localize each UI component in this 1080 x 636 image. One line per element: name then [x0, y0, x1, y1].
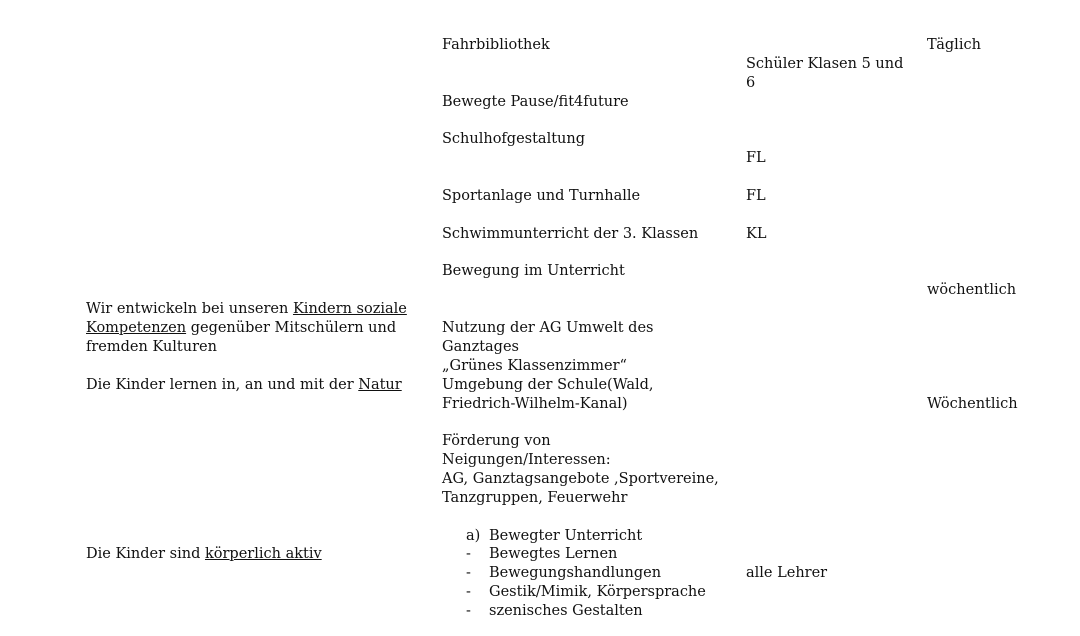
measure-nutzung-line: „Grünes Klassenzimmer“	[442, 358, 627, 374]
measure-sportanlage: Sportanlage und Turnhalle	[442, 188, 641, 204]
measure-bewegte-pause: Bewegte Pause/fit4future	[442, 94, 629, 110]
responsible-alle-lehrer: alle Lehrer	[746, 565, 828, 581]
goal-social-underlined-text: Kindern soziale	[292, 301, 407, 317]
responsible-schueler-line1: Schüler Klasen 5 und	[746, 56, 904, 72]
responsible-fl-sportanlage: FL	[746, 188, 766, 204]
goal-social-line3: fremden Kulturen	[86, 339, 217, 355]
list-item-marker: -	[466, 546, 471, 562]
goal-nature-underlined-text: Natur	[358, 377, 402, 393]
goal-nature-text: Die Kinder lernen in, an und mit der	[86, 377, 359, 393]
measure-fahrbibliothek: Fahrbibliothek	[442, 37, 550, 53]
measure-foerderung-line: AG, Ganztagsangebote ,Sportvereine,	[442, 471, 719, 487]
list-item: Gestik/Mimik, Körpersprache	[489, 584, 706, 600]
frequency-taeglich: Täglich	[927, 37, 981, 53]
list-item: Bewegungshandlungen	[489, 565, 662, 581]
measure-foerderung-line: Förderung von	[442, 433, 551, 449]
goal-physical-underlined-text: körperlich aktiv	[204, 546, 322, 562]
responsible-schueler-line2: 6	[746, 75, 756, 91]
measure-nutzung-line: Umgebung der Schule(Wald,	[442, 377, 654, 393]
list-item-marker: -	[466, 565, 471, 581]
list-item-marker: -	[466, 584, 471, 600]
list-item-marker: -	[466, 603, 471, 619]
goal-physical	[86, 545, 322, 564]
goal-nature	[86, 376, 402, 395]
goal-competence-underlined-text: Kompetenzen	[86, 320, 187, 336]
list-item: Bewegter Unterricht	[489, 528, 643, 544]
frequency-woechentlich-upper: Wöchentlich	[927, 396, 1018, 412]
list-item: szenisches Gestalten	[489, 603, 643, 619]
responsible-kl-schwimm: KL	[746, 226, 767, 242]
measure-bewegung: Bewegung im Unterricht	[442, 263, 625, 279]
responsible-fl-schulhof: FL	[746, 150, 766, 166]
measure-foerderung-line: Neigungen/Interessen:	[442, 452, 611, 468]
list-item-marker: a)	[466, 528, 481, 544]
goal-social-text-2: gegenüber Mitschülern und	[186, 320, 397, 336]
goal-social-line2	[86, 319, 396, 338]
measure-nutzung-line: Nutzung der AG Umwelt des	[442, 320, 654, 336]
goal-social-text: Wir entwickeln bei unseren	[86, 301, 293, 317]
goal-social-line1	[86, 300, 407, 319]
goal-physical-text: Die Kinder sind	[86, 546, 205, 562]
list-item: Bewegtes Lernen	[489, 546, 618, 562]
measure-schulhof: Schulhofgestaltung	[442, 131, 586, 147]
measure-foerderung-line: Tanzgruppen, Feuerwehr	[442, 490, 628, 506]
measure-nutzung-line: Friedrich-Wilhelm-Kanal)	[442, 396, 628, 412]
measure-schwimmunterricht: Schwimmunterricht der 3. Klassen	[442, 226, 699, 242]
frequency-woechentlich-lower: wöchentlich	[927, 282, 1017, 298]
measure-nutzung-line: Ganztages	[442, 339, 519, 355]
